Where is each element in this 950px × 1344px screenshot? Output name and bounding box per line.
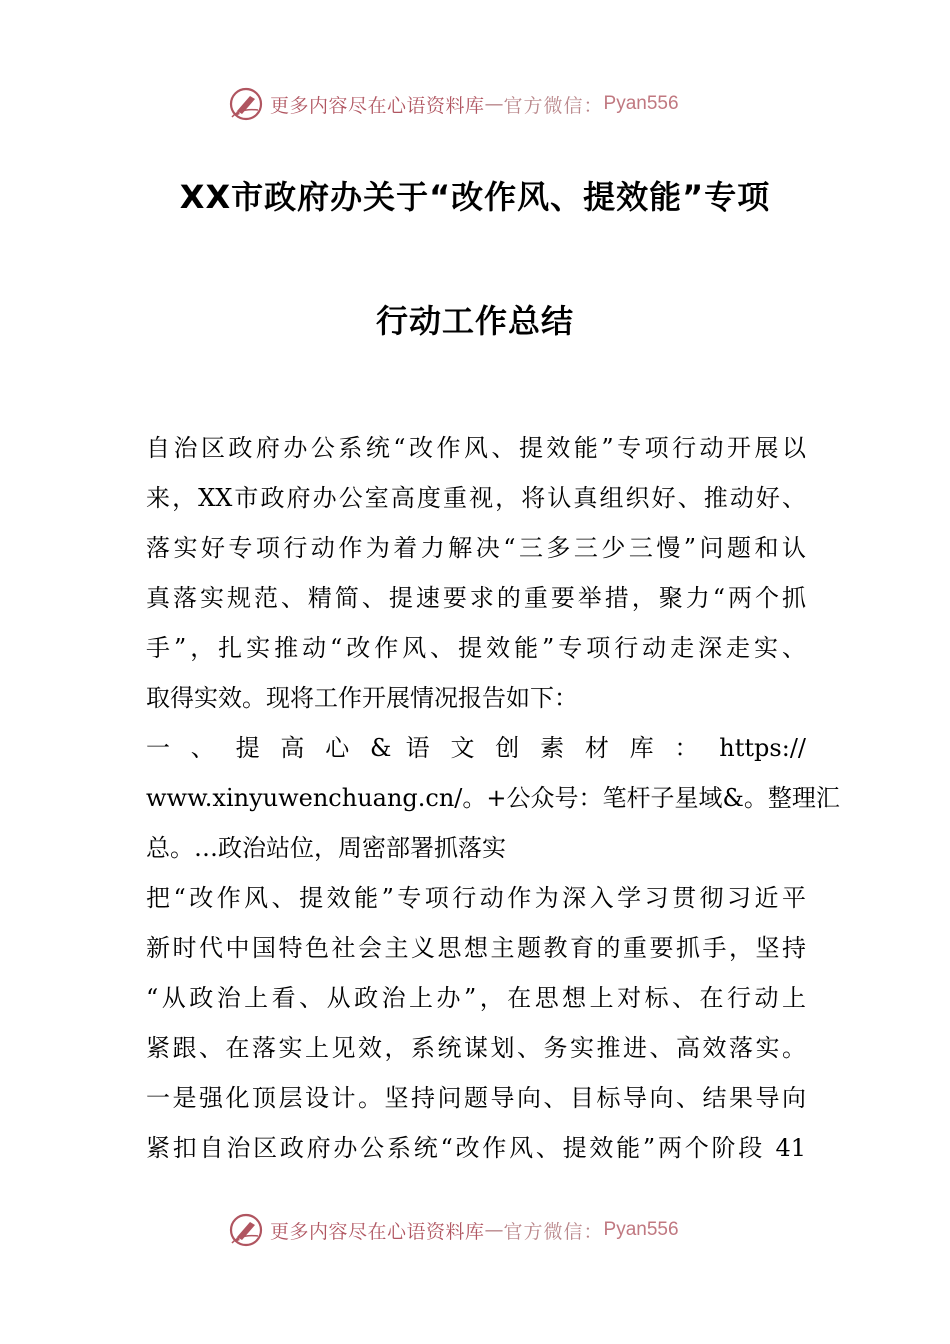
watermark-brand: 更多内容尽在心语资料库 <box>270 94 485 117</box>
watermark-contact-label: 官方微信： <box>503 1220 604 1243</box>
watermark-separator: — <box>484 1219 504 1241</box>
body-line: 新时代中国特色社会主义思想主题教育的重要抓手，坚持 <box>146 934 806 962</box>
body-line: 来，XX市政府办公室高度重视，将认真组织好、推动好、 <box>146 484 806 512</box>
body-line: 自治区政府办公系统“改作风、提效能”专项行动开展以 <box>146 434 806 462</box>
pen-nib-logo-icon <box>228 1212 264 1248</box>
body-line: 把“改作风、提效能”专项行动作为深入学习贯彻习近平 <box>146 884 806 912</box>
document-title-line-2: 行动工作总结 <box>375 302 574 340</box>
watermark-wechat-id: Pyan556 <box>603 1219 679 1240</box>
watermark-separator: — <box>484 93 504 115</box>
body-line: 紧跟、在落实上见效，系统谋划、务实推进、高效落实。 <box>146 1034 806 1062</box>
footer-watermark <box>228 1212 728 1248</box>
header-watermark <box>228 86 728 122</box>
body-line: 真落实规范、精简、提速要求的重要举措，聚力“两个抓 <box>146 584 806 612</box>
body-line: 紧扣自治区政府办公系统“改作风、提效能”两个阶段 41 <box>146 1134 806 1162</box>
document-title-line-1: XX市政府办关于“改作风、提效能”专项 <box>179 178 771 216</box>
body-line: 手”，扎实推动“改作风、提效能”专项行动走深走实、 <box>146 634 806 662</box>
body-line: 总。…政治站位，周密部署抓落实 <box>146 834 506 862</box>
body-line: 一是强化顶层设计。坚持问题导向、目标导向、结果导向 <box>146 1084 806 1112</box>
watermark-contact-label: 官方微信： <box>503 94 604 117</box>
watermark-brand: 更多内容尽在心语资料库 <box>270 1220 485 1243</box>
watermark-wechat-id: Pyan556 <box>603 93 679 114</box>
body-line: 落实好专项行动作为着力解决“三多三少三慢”问题和认 <box>146 534 806 562</box>
body-line: 一 、 提 高 心 & 语 文 创 素 材 库 ： https:// <box>146 734 806 762</box>
body-line: “从政治上看、从政治上办”，在思想上对标、在行动上 <box>146 984 806 1012</box>
body-line: www.xinyuwenchuang.cn/。+公众号：笔杆子星域&。整理汇 <box>146 784 840 812</box>
pen-nib-logo-icon <box>228 86 264 122</box>
body-line: 取得实效。现将工作开展情况报告如下： <box>146 684 578 712</box>
